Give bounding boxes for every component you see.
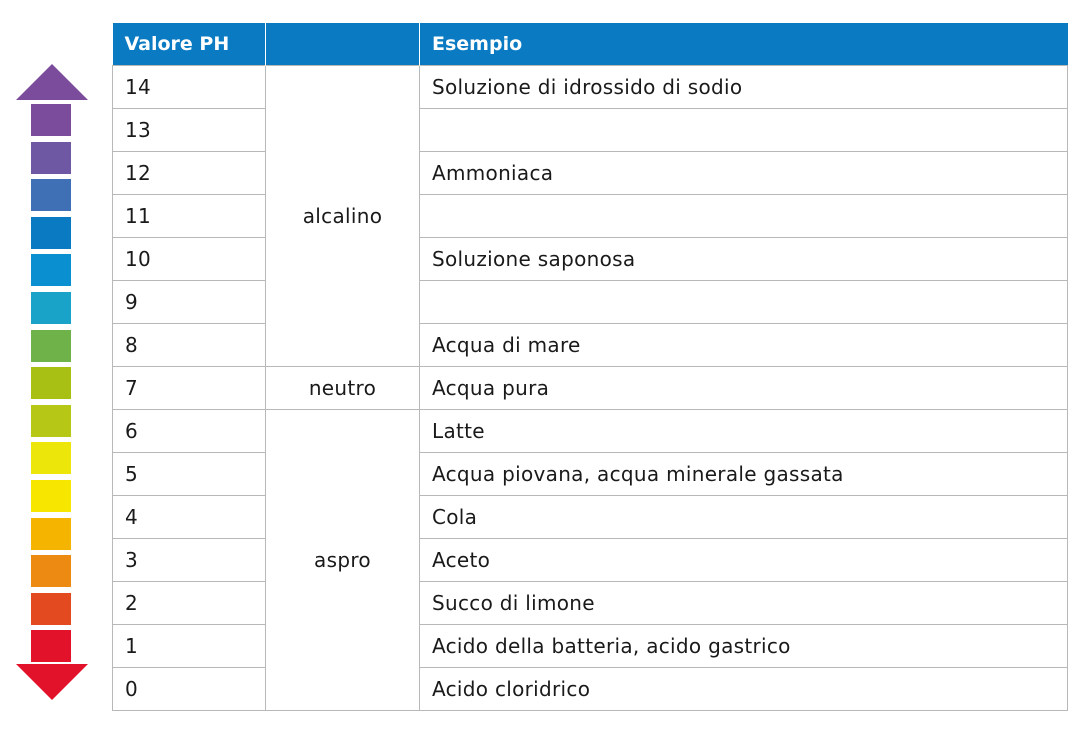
example-cell: Acido cloridrico	[420, 668, 1068, 711]
ph-value-cell: 3	[113, 539, 266, 582]
ph-value-cell: 0	[113, 668, 266, 711]
example-cell: Acqua di mare	[420, 324, 1068, 367]
ph-color-block	[31, 405, 71, 437]
ph-color-block	[31, 292, 71, 324]
table-row	[113, 324, 1068, 367]
table-row	[113, 195, 1068, 238]
ph-color-block	[31, 142, 71, 174]
ph-color-block	[31, 518, 71, 550]
category-acidic: aspro	[266, 410, 420, 711]
ph-color-block	[31, 630, 71, 662]
table-row	[113, 281, 1068, 324]
arrow-down-icon	[16, 664, 88, 700]
example-cell: Aceto	[420, 539, 1068, 582]
table-row	[113, 496, 1068, 539]
ph-color-block	[31, 330, 71, 362]
header-example: Esempio	[420, 23, 1068, 66]
ph-value-cell: 5	[113, 453, 266, 496]
table-row	[113, 109, 1068, 152]
ph-color-block	[31, 367, 71, 399]
ph-color-scale	[16, 64, 88, 700]
example-cell: Soluzione di idrossido di sodio	[420, 66, 1068, 109]
ph-color-block	[31, 104, 71, 136]
ph-value-cell: 14	[113, 66, 266, 109]
example-cell: Latte	[420, 410, 1068, 453]
header-category	[266, 23, 420, 66]
ph-value-cell: 2	[113, 582, 266, 625]
ph-color-block	[31, 555, 71, 587]
ph-value-cell: 13	[113, 109, 266, 152]
table-row	[113, 453, 1068, 496]
ph-value-cell: 11	[113, 195, 266, 238]
ph-value-cell: 12	[113, 152, 266, 195]
table-row	[113, 625, 1068, 668]
ph-value-cell: 6	[113, 410, 266, 453]
table-row	[113, 66, 1068, 109]
category-alkaline: alcalino	[266, 66, 420, 367]
table-row	[113, 539, 1068, 582]
ph-color-block	[31, 593, 71, 625]
table-row	[113, 582, 1068, 625]
example-cell: Soluzione saponosa	[420, 238, 1068, 281]
ph-value-cell: 4	[113, 496, 266, 539]
example-cell: Acqua pura	[420, 367, 1068, 410]
ph-value-cell: 8	[113, 324, 266, 367]
table-row	[113, 238, 1068, 281]
example-cell	[420, 281, 1068, 324]
example-cell: Acqua piovana, acqua minerale gassata	[420, 453, 1068, 496]
example-cell: Cola	[420, 496, 1068, 539]
example-cell: Acido della batteria, acido gastrico	[420, 625, 1068, 668]
table-row	[113, 152, 1068, 195]
ph-color-block	[31, 217, 71, 249]
ph-value-cell: 7	[113, 367, 266, 410]
example-cell	[420, 109, 1068, 152]
ph-table	[112, 23, 1068, 711]
ph-color-block	[31, 442, 71, 474]
table-row	[113, 367, 1068, 410]
ph-color-block	[31, 179, 71, 211]
example-cell	[420, 195, 1068, 238]
example-cell: Succo di limone	[420, 582, 1068, 625]
table-row	[113, 668, 1068, 711]
ph-color-block	[31, 254, 71, 286]
table-row	[113, 410, 1068, 453]
ph-color-block	[31, 480, 71, 512]
arrow-up-icon	[16, 64, 88, 100]
ph-value-cell: 1	[113, 625, 266, 668]
example-cell: Ammoniaca	[420, 152, 1068, 195]
header-ph-value: Valore PH	[113, 23, 266, 66]
ph-value-cell: 9	[113, 281, 266, 324]
category-neutral: neutro	[266, 367, 420, 410]
ph-value-cell: 10	[113, 238, 266, 281]
table-header-row	[113, 23, 1068, 66]
